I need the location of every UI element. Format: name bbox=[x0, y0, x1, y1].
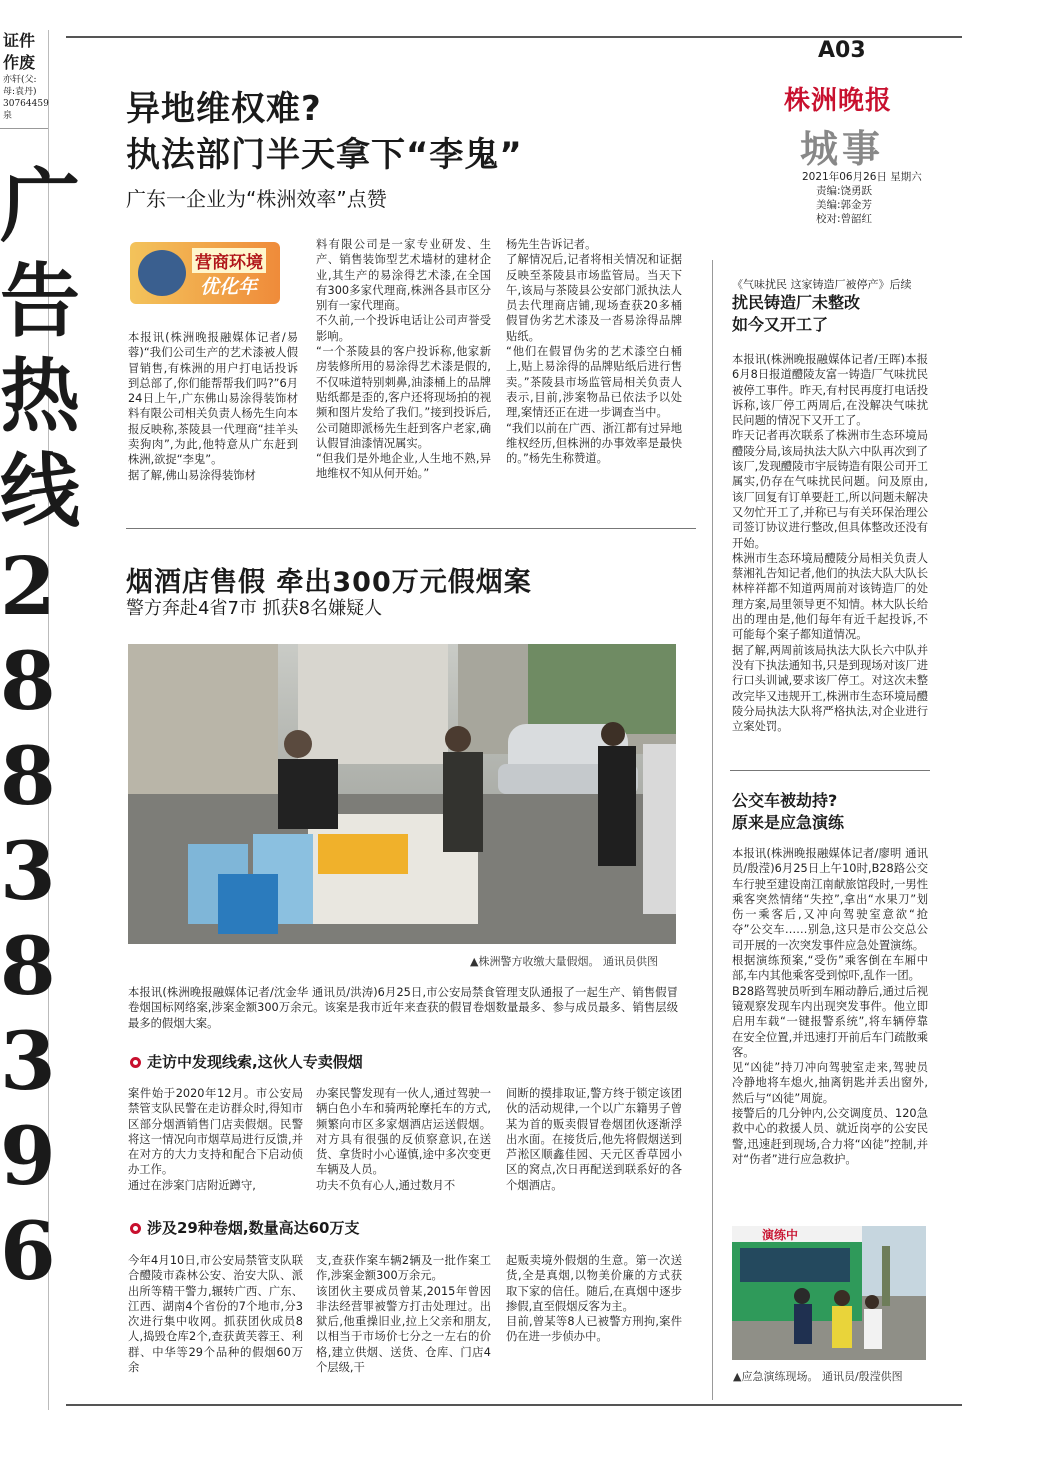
column-divider bbox=[712, 260, 713, 1400]
bullet-icon bbox=[130, 1223, 141, 1234]
article2-lead: 本报讯(株洲晚报融媒体记者/沈金华 通讯员/洪涛)6月25日,市公安局禁食管理支队通报了一起生产、销售假冒卷烟国标网络案,涉案金额300万余元。该案是我市近年来查获的假冒卷烟数量最多、参与成员最多、销售层级最多的假烟大案。 bbox=[128, 986, 678, 1030]
photo1-caption: ▲株洲警方收缴大量假烟。 通讯员供图 bbox=[470, 955, 658, 968]
ad-hotline-glyph: 3 bbox=[0, 824, 52, 918]
photo2-caption: ▲应急演练现场。 通讯员/殷滢供图 bbox=[733, 1370, 903, 1383]
designer-credit: 美编:郭金芳 bbox=[816, 199, 873, 211]
drill-scene-photo bbox=[732, 1226, 926, 1360]
bullet-icon bbox=[130, 1057, 141, 1068]
article2-headline: 烟酒店售假 牵出300万元假烟案 bbox=[126, 567, 532, 598]
notice-detail-2: 母:袁丹) bbox=[3, 87, 37, 97]
article1-headline-line2: 执法部门半天拿下“李鬼” bbox=[126, 135, 523, 175]
notice-detail-4: 泉 bbox=[3, 111, 13, 121]
section2-column-1: 今年4月10日,市公安局禁管支队联合醴陵市森林公安、治安大队、派出所等精干警力,辗转广西、广东、江西、湖南4个省份的7个地市,分3次进行集中收网。抓获团伙成员8人,捣毁仓库2个,查获黄芙蓉王、利群、中华等29个品种的假烟60万余 bbox=[128, 1254, 303, 1375]
ad-hotline-glyph: 8 bbox=[0, 634, 52, 728]
section2-column-3: 起贩卖境外假烟的生意。第一次送货,全是真烟,以物美价廉的方式获取下家的信任。随后,在真烟中逐步掺假,直至假烟反客为主。 目前,曾某等8人已被警方刑拘,案件仍在进一步侦办中。 bbox=[506, 1254, 682, 1344]
article3-headline-line1: 扰民铸造厂未整改 bbox=[732, 293, 861, 312]
article1-column-2: 料有限公司是一家专业研发、生产、销售装饰型艺术墙材的建材企业,其生产的易涂得艺术漆,在全国有300多家代理商,株洲各县市区分别有一家代理商。 不久前,一个投诉电话让公司声誉受影响。 “一个茶陵县的客户投诉称,他家新房装修所用的易涂得艺术漆是假的,不仅味道特别刺鼻,油漆桶上的品牌贴纸都是歪的,客户还将现场拍的视频和图片发给了我们。”接到投诉后,公司随即派杨先生赶到客户老家,确认假冒油漆情况属实。 “但我们是外地企业,人生地不熟,异地维权不知从何开始。” bbox=[316, 238, 491, 481]
article1-headline bbox=[126, 86, 523, 178]
ad-hotline-glyph: 广 bbox=[0, 159, 76, 253]
ad-hotline-glyph: 热 bbox=[0, 349, 76, 443]
article3-lead-in: 《气味扰民 这家铸造厂被停产》后续 bbox=[732, 278, 912, 291]
photo-illustration bbox=[128, 644, 676, 944]
article4-headline-line2: 原来是应急演练 bbox=[732, 813, 845, 832]
ad-hotline-glyph: 6 bbox=[0, 1204, 52, 1298]
section1-column-1: 案件始于2020年12月。市公安局禁管支队民警在走访群众时,得知市区部分烟酒销售门店卖假烟。民警将这一情况向市烟草局进行反馈,并在对方的大力支持和配合下启动侦办工作。 通过在涉案门店附近蹲守, bbox=[128, 1087, 303, 1192]
people-illustration-icon bbox=[138, 250, 186, 296]
ad-hotline-glyph: 线 bbox=[0, 444, 76, 538]
editor-credit: 责编:饶勇跃 bbox=[816, 185, 873, 197]
section1-column-3: 间断的摸排取证,警方终于锁定该团伙的活动规律,一个以广东籍男子曾某为首的贩卖假冒卷烟团伙逐渐浮出水面。在接货后,他先将假烟送到芦淞区顺鑫佳园、天元区香草园小区的窝点,次日再配送到联系好的各个烟酒店。 bbox=[506, 1087, 682, 1192]
ad-hotline-text bbox=[0, 159, 76, 1299]
ad-hotline-glyph: 2 bbox=[0, 539, 52, 633]
badge-title: 营商环境 bbox=[192, 248, 266, 273]
ad-hotline-glyph: 8 bbox=[0, 919, 52, 1013]
article1-subheadline: 广东一企业为“株洲效率”点赞 bbox=[126, 187, 387, 211]
article4-headline-line1: 公交车被劫持? bbox=[732, 791, 838, 810]
issue-meta bbox=[802, 170, 922, 226]
drill-photo-illustration bbox=[732, 1226, 926, 1360]
left-page-strip bbox=[0, 30, 76, 1410]
ad-hotline-glyph: 告 bbox=[0, 254, 76, 348]
badge-subtitle: 优化年 bbox=[200, 276, 258, 298]
article4-body: 本报讯(株洲晚报融媒体记者/廖明 通讯员/殷滢)6月25日上午10时,B28路公交车行驶至建设南江南献旅馆段时,一男性乘客突然情绪“失控”,拿出“水果刀”划伤一乘客后,又冲向驾驶室意欲“抢夺”公交车……别急,这只是市公交总公司开展的一次突发事件应急处置演练。 根据演练预案,“受伤”乘客倒在车厢中部,车内其他乘客受到惊吓,乱作一团。 B28路驾驶员听到车厢动静后,通过后视镜观察发现车内出现突发事件。他立即启用车载“一键报警系统”,将车辆停靠在安全位置,并迅速打开前后车门疏散乘客。 见“凶徒”持刀冲向驾驶室走来,驾驶员冷静地将车熄火,抽离钥匙并丢出窗外,然后与“凶徒”周旋。 接警后的几分钟内,公交调度员、120急救中心的救援人员、就近岗亭的公安民警,迅速赶到现场,合力将“凶徒”控制,并对“伤者”进行应急救护。 bbox=[732, 847, 928, 1166]
notice-detail-1: 亦轩(父: bbox=[3, 75, 37, 85]
section2-column-2: 支,查获作案车辆2辆及一批作案工作,涉案金额300万余元。 该团伙主要成员曾某,2015年曾因非法经营罪被警方打击处理过。出狱后,他重操旧业,拉上父亲和朋友,以相当于市场价七分之一左右的价格,建立供烟、送货、仓库、门店4个层级,干 bbox=[316, 1254, 491, 1375]
ad-hotline-glyph: 8 bbox=[0, 729, 52, 823]
notice-line-1: 证件 bbox=[3, 31, 36, 50]
ad-hotline-glyph: 3 bbox=[0, 1014, 52, 1108]
bottom-rule bbox=[66, 1404, 962, 1406]
section-title: 城事 bbox=[800, 126, 885, 171]
article-divider bbox=[126, 528, 696, 529]
ad-hotline-glyph: 9 bbox=[0, 1109, 52, 1203]
article-divider-right bbox=[730, 770, 930, 771]
article3-body: 本报讯(株洲晚报融媒体记者/王晖)本报6月8日报道醴陵友富一铸造厂气味扰民被停工事件。昨天,有村民再度打电话投诉称,该厂停工两周后,在没解决气味扰民问题的情况下又开工了。 昨天记者再次联系了株洲市生态环境局醴陵分局,该局执法大队六中队再次到了该厂,发现醴陵市宇辰铸造有限公司开工属实,仍存在气味扰民问题。问及原由,该厂回复有订单要赶工,所以问题未解决又勿忙开工了,并称已与有关环保治理公司签订协议进行整改,但具体整改还没有开始。 株洲市生态环境局醴陵分局相关负责人蔡湘礼告知记者,他们的执法大队大队长林梓祥都不知道两周前对该铸造厂的处理方案,局里领导更不知情。林大队长给出的理由是,他们每年有近千起投诉,不可能每个案子都知道情况。 据了解,两周前该局执法大队长六中队并没有下执法通知书,只是到现场对该厂进行口头训诫,要求该厂停工。对这次未整改完毕又违规开工,株洲市生态环境局醴陵分局执法大队将严格执法,对企业进行立案处罚。 bbox=[732, 353, 928, 734]
page-number: A03 bbox=[818, 38, 866, 63]
article3-headline bbox=[732, 292, 860, 336]
article2-subhead-1 bbox=[130, 1051, 363, 1072]
article1-column-1: 本报讯(株洲晚报融媒体记者/易蓉)“我们公司生产的艺术漆被人假冒销售,有株洲的用户打电话投诉到总部了,你们能帮帮我们吗?”6月24日上午,广东佛山易涂得装饰材料有限公司相关负责人杨先生向本报反映称,茶陵县一代理商“挂羊头卖狗肉”,为此,他特意从广东赶到株洲,欲捉“李鬼”。 据了解,佛山易涂得装饰材 bbox=[128, 331, 298, 482]
subhead2-text: 涉及29种卷烟,数量高达60万支 bbox=[147, 1219, 360, 1237]
article3-headline-line2: 如今又开工了 bbox=[732, 315, 829, 334]
drill-banner-text: 演练中 bbox=[762, 1228, 799, 1242]
section1-column-2: 办案民警发现有一伙人,通过驾驶一辆白色小车和骑两轮摩托车的方式,频繁向市区多家烟酒店运送假烟。对方具有很强的反侦察意识,在送货、拿货时小心谨慎,途中多次变更车辆及人员。 功夫不负有心人,通过数月不 bbox=[316, 1087, 491, 1192]
article2-subheadline: 警方奔赴4省7市 抓获8名嫌疑人 bbox=[126, 598, 383, 619]
article4-headline bbox=[732, 790, 844, 834]
article2-subhead-2 bbox=[130, 1217, 359, 1238]
notice-line-2: 作废 bbox=[3, 53, 36, 72]
masthead-logo: 株洲晚报 bbox=[783, 86, 892, 116]
notice-detail-3: 30764459 bbox=[3, 99, 49, 109]
issue-date: 2021年06月26日 星期六 bbox=[802, 171, 922, 183]
seized-cigarettes-photo bbox=[128, 644, 676, 944]
proofreader-credit: 校对:曾韶红 bbox=[816, 213, 873, 225]
article1-headline-line1: 异地维权难? bbox=[126, 89, 322, 129]
article1-column-3: 杨先生告诉记者。 了解情况后,记者将相关情况和证据反映至茶陵县市场监管局。当天下午,该局与茶陵县公安部门派执法人员去代理商店铺,现场查获20多桶假冒伪劣艺术漆及一沓易涂得品牌贴纸。 “他们在假冒伪劣的艺术漆空白桶上,贴上易涂得的品牌贴纸后进行售卖。”茶陵县市场监管局相关负责人表示,目前,涉案物品已依法予以处理,案情还正在进一步调查当中。 “我们以前在广西、浙江都有过异地维权经历,但株洲的办事效率是最快的。”杨先生称赞道。 bbox=[506, 238, 682, 466]
subhead1-text: 走访中发现线索,这伙人专卖假烟 bbox=[147, 1053, 363, 1071]
